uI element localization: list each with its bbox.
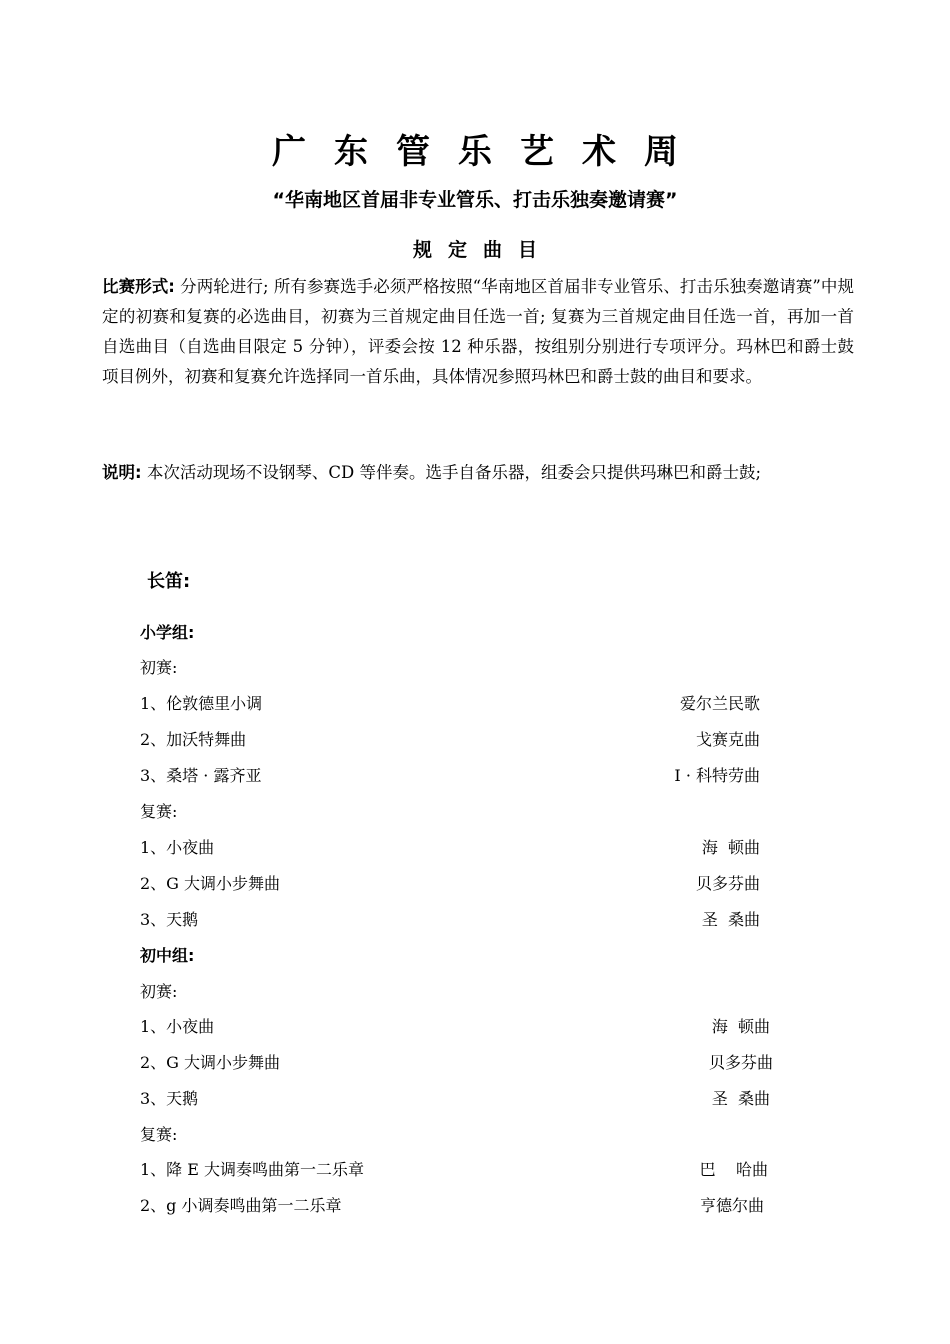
composer: 海 顿曲 [701,838,760,857]
composer: 贝多芬曲 [708,1053,773,1072]
round-label: 复赛: [140,1125,178,1144]
piece-title: 1、伦敦德里小调 [140,694,263,713]
format-paragraph [102,272,854,392]
group-name: 小学组: [140,623,195,642]
piece-title: 3、天鹅 [140,910,199,929]
piece-title: 1、降 E 大调奏鸣曲第一二乐章 [140,1160,365,1179]
composer: 戈赛克曲 [695,730,760,749]
composer: 巴 哈曲 [699,1160,768,1179]
round-label: 复赛: [140,802,178,821]
piece-title: 2、g 小调奏鸣曲第一二乐章 [140,1196,342,1215]
piece-title: 1、小夜曲 [140,838,215,857]
round-label: 初赛: [140,982,178,1001]
format-text: 分两轮进行; 所有参赛选手必须严格按照“华南地区首届非专业管乐、打击乐独奏邀请赛”中规定的初赛和复赛的必选曲目，初赛为三首规定曲目任选一首; 复赛为三首规定曲目任选一首，再加一首自选曲目（自选曲目限定 5 分钟），评委会按 12 种乐器，按组别分别进行专项评分。玛林巴和爵士鼓项目例外，初赛和复赛允许选择同一首乐曲，具体情况参照玛林巴和爵士鼓的曲目和要求。 [102,277,854,386]
piece-title: 3、桑塔 · 露齐亚 [140,766,262,785]
page-title: 广东管乐艺术周 [272,132,706,172]
composer: 海 顿曲 [711,1017,770,1036]
composer: 贝多芬曲 [695,874,760,893]
piece-title: 2、加沃特舞曲 [140,730,247,749]
piece-title: 2、G 大调小步舞曲 [140,1053,281,1072]
composer: I · 科特劳曲 [674,766,760,785]
note-paragraph [102,458,854,488]
composer: 亨德尔曲 [699,1196,764,1215]
note-label: 说明: [102,463,142,482]
piece-title: 1、小夜曲 [140,1017,215,1036]
composer: 圣 桑曲 [711,1089,770,1108]
group-name: 初中组: [140,946,195,965]
note-text: 本次活动现场不设钢琴、CD 等伴奏。选手自备乐器，组委会只提供玛琳巴和爵士鼓; [146,463,762,482]
piece-title: 2、G 大调小步舞曲 [140,874,281,893]
section-heading: 规定曲目 [412,239,553,261]
composer: 爱尔兰民歌 [679,694,760,713]
piece-title: 3、天鹅 [140,1089,199,1108]
format-label: 比赛形式: [102,277,175,296]
composer: 圣 桑曲 [701,910,760,929]
page-subtitle: “华南地区首届非专业管乐、打击乐独奏邀请赛” [272,189,678,211]
instrument-heading: 长笛: [147,571,191,592]
round-label: 初赛: [140,658,178,677]
